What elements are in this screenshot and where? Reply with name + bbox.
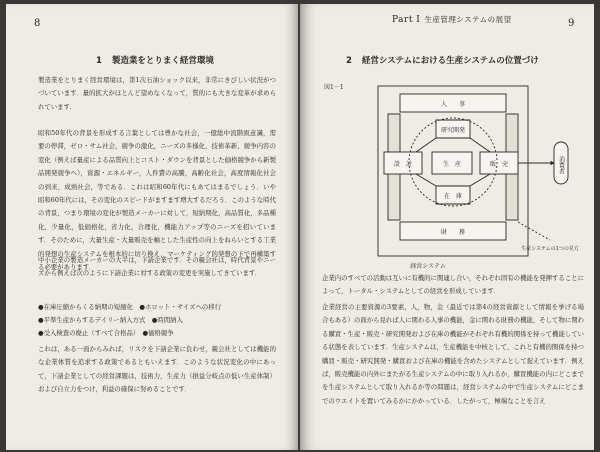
page-number: 9 [568, 18, 575, 29]
right-page [300, 4, 594, 450]
sales-label: 販 売 [489, 161, 509, 168]
page-number: 8 [34, 18, 41, 29]
paragraph: これは，ある一面からみれば，リスクを下請企業に負わせ，親会社としては機能的な企業体質を追求する政策であるともいえます．このような状況変化の中にあって，下請企業としての経営課題は，技術力，生産力（損益分岐点の低い生産体制）および自立力をつけ，利益の確保に努めることです． [38, 345, 276, 394]
paragraph: 中小企業の製造メーカーの大半は，下請企業です．その親会社は，時代背景やニーズから例えば次のように下請企業に対する政策の変更を実施してきています． [38, 256, 276, 278]
figure-label: 図1－1 [324, 84, 344, 91]
research-label: 研究開発 [440, 127, 466, 134]
section-heading [346, 54, 539, 66]
running-head [392, 14, 512, 25]
design-label: 設 計 [393, 161, 413, 168]
finance-label: 財 務 [440, 229, 466, 236]
section-heading [96, 54, 214, 66]
inventory-label: 在 庫 [443, 193, 463, 200]
running-head-part: Part I [392, 15, 421, 25]
section-number: 2 [346, 56, 352, 66]
production-label: 生 産 [442, 161, 462, 168]
paragraph: 昭和50年代の背景を形成する言葉としては豊かな社会，一億総中流階級意識，需要の停滞，ゼロ・サム社会，競争の激化，ニーズの多様化，技術革新，競争内容の変化（例えば量産による品質向上とコスト・ダウンを背景とした価格競争から新製品開発競争へ），資源・エネルギー，人件費の高騰，高齢化社会，高度情報化社会の到来，成熟社会，等である．これは昭和60年代にもあてはまるでしょう．いや昭和60年代には，その変化のスピードがますます増大するだろう．このような時代の背景，つまり環境の変化が製造メーカーに対して，短納期化，高品質化，多品種化，少量化，低価格化，省力化，合理化，機能力アップ等のニーズを招いています．そのために，大量生産・大量販売を軸とした生産性の向上をねらいとする工業的発想の生産システムを根本的に切り換え，マーケティング的発想の下で再構築する必要があります． [38, 129, 276, 272]
section-number: 1 [96, 56, 102, 66]
paragraph: 企業経営の主要資源の3要素，人，物，金（最近では第4の経営資源として情報を挙げる場合もある）の面から見れば人に関わる人事の機能，金に関わる財務の機能，そして物に関わる購買・生産・販売・研究開発および在庫の機能がそれぞれ有機的関係を持って機能している状態を表しています．生産システムは，生産機能を中核として，これと有機的関係を持つ購買・販売・研究開発・購買および在庫の機能を含めたシステムとして捉えています．例えば，販売機能の内外にまたがる生産システムの中に取り入れるか，購買機能の内にどこまでを生産システムとして取り入れるか等の問題は，経営システムの中で生産システムにどこまでのウエイトを置いてみるかにかかっている．したがって，極端なことを言え [322, 303, 585, 405]
running-head-title: 生産管理システムの展望 [424, 15, 512, 24]
bullet-item: ●平準生産からするデイリー納入方式 ●時間納入 [38, 316, 183, 324]
production-system-note: 生産システムの1つの見方 [521, 246, 579, 252]
market-label: 消費者 [557, 156, 565, 174]
paragraph: 製造業をとりまく経営環境は，第1次石油ショック以来，非常にきびしい状況がつづいています．量的拡大がほとんど望めなくなって，質的にも大きな変革が求められています． [38, 76, 276, 111]
bullet-item: ●在庫圧縮からくる納期の短縮化 ●ホロット・サイズへの移行 [38, 303, 222, 311]
section-title: 経営システムにおける生産システムの位置づけ [361, 56, 539, 66]
paragraph: 企業内のすべての活動は互いに有機的に関連し合い，それぞれ固有の機能を発揮することによって，トータル・システムとしての経営を形成しています． [322, 274, 584, 296]
management-system-diagram [318, 72, 586, 278]
section-title: 製造業をとりまく経営環境 [111, 56, 214, 66]
left-page [6, 4, 298, 450]
system-label: 経営システム [410, 263, 446, 270]
bullet-item: ●受入検査の廃止（すべて合格品） ●価格競争 [38, 329, 174, 337]
personnel-label: 人 事 [440, 101, 466, 108]
